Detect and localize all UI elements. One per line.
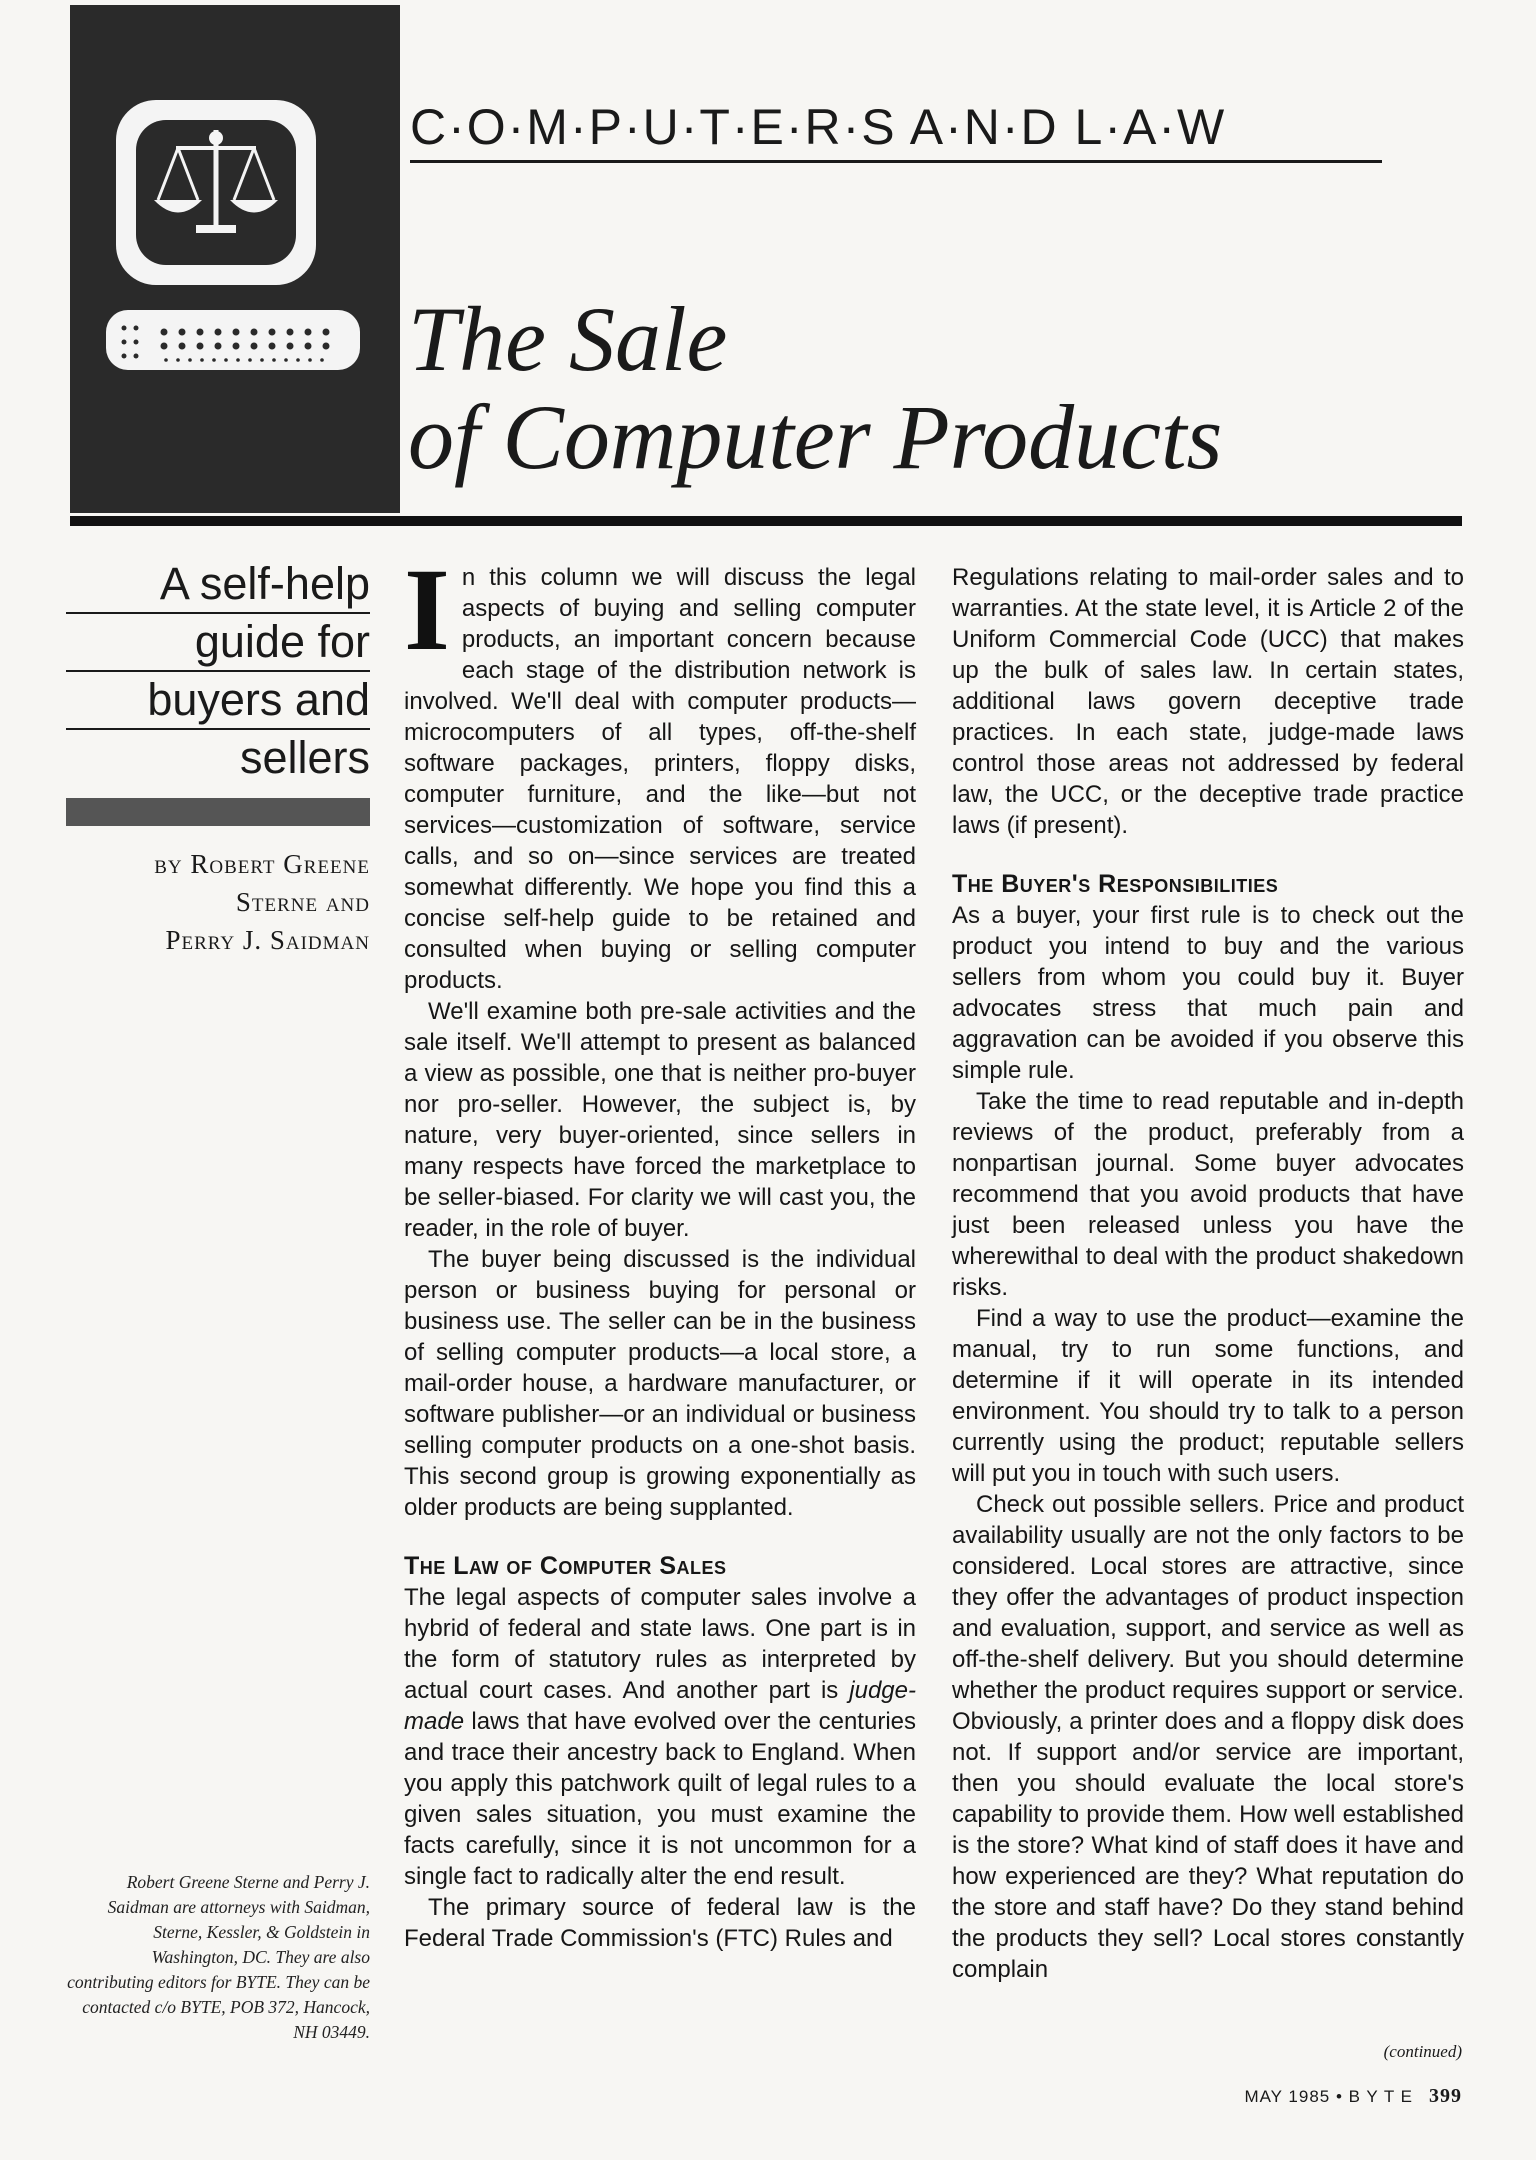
series-rule (410, 160, 1382, 163)
section-heading: The Law of Computer Sales (404, 1552, 727, 1580)
paragraph: As a buyer, your first rule is to check out the product you intend to buy and the various sellers from whom you could buy it. Buyer advocates stress that much pain and aggravation can be avoided if you observe this simple rule. (952, 902, 1464, 1084)
article-title-line-2: of Computer Products (408, 386, 1223, 488)
paragraph: Take the time to read reputable and in-depth reviews of the product, preferably from a nonpartisan journal. Some buyer advocates recommend that you avoid products that have just been released unless you have the wherewithal to deal with the product shakedown risks. (952, 1088, 1464, 1301)
section-heading: The Buyer's Responsibilities (952, 870, 1279, 898)
continued-note: (continued) (1383, 2042, 1462, 2061)
paragraph (404, 1582, 916, 1892)
article-column-1 (404, 544, 916, 1954)
paragraph (404, 544, 916, 996)
header-divider (70, 516, 1462, 526)
sidebar-divider (66, 798, 370, 826)
subtitle-line: buyers and (66, 672, 370, 730)
page-number: 399 (1429, 2085, 1462, 2107)
paragraph: The buyer being discussed is the individual person or business buying for personal or business use. The seller can be in the business of selling computer products—a local store, a mail-order house, a hardware manufacturer, or software publisher—or an individual or business selling computer products on a one-shot basis. This second group is growing exponentially as older products are being supplanted. (404, 1246, 916, 1521)
byline (66, 845, 370, 959)
drop-cap: I (404, 544, 450, 675)
author-bio: Robert Greene Sterne and Perry J. Saidman are attorneys with Saidman, Sterne, Kessler, & Goldstein in Washington, DC. They are also contributing editors for BYTE. They can be contacted c/o BYTE, POB 372, Hancock, NH 03449. (67, 1872, 370, 2042)
subtitle-line: guide for (66, 614, 370, 672)
paragraph-text: laws that have evolved over the centuries and trace their ancestry back to England. When you apply this patchwork quilt of legal rules to a given sales situation, you must examine the facts carefully, since it is not uncommon for a single fact to radically alter the end result. (404, 1708, 916, 1890)
emphasis: judge-made (404, 1677, 916, 1735)
byline-line: by Robert Greene (154, 849, 370, 879)
scales-of-justice-computer-icon (106, 100, 360, 385)
byline-line: Perry J. Saidman (165, 925, 370, 955)
paragraph-text: The legal aspects of computer sales involve a hybrid of federal and state laws. One part is in the form of statutory rules as interpreted by actual court cases. And another part is (404, 1584, 916, 1704)
subtitle-line: A self-help (66, 556, 370, 614)
article-title (408, 290, 1368, 486)
paragraph: We'll examine both pre-sale activities and the sale itself. We'll attempt to present as balanced a view as possible, one that is neither pro-buyer nor pro-seller. However, the subject is, by nature, very buyer-oriented, since sellers in many respects have forced the marketplace to be seller-biased. For clarity we will cast you, the reader, in the role of buyer. (404, 998, 916, 1242)
header-art-block (70, 5, 400, 513)
series-title: C·O·M·P·U·T·E·R·S A·N·D L·A·W (410, 99, 1227, 155)
paragraph: The primary source of federal law is the Federal Trade Commission's (FTC) Rules and (404, 1894, 916, 1952)
page-footer (1100, 2085, 1462, 2108)
byline-line: Sterne and (235, 887, 370, 917)
paragraph-text: n this column we will discuss the legal aspects of buying and selling computer products, an important concern because each stage of the distribution network is involved. We'll deal with computer products—microcomputers of all types, off-the-shelf software packages, printers, floppy disks, computer furniture, and the like—but not services—customization of software, service calls, and so on—since services are treated somewhat differently. We hope you find this a concise self-help guide to be retained and consulted when buying or selling computer products. (404, 564, 916, 994)
subtitle-line: sellers (239, 732, 370, 783)
paragraph: Regulations relating to mail-order sales and to warranties. At the state level, it is Article 2 of the Uniform Commercial Code (UCC) that makes up the bulk of sales law. In certain states, additional laws govern deceptive trade practices. In each state, judge-made laws control those areas not addressed by federal law, the UCC, or the deceptive trade practice laws (if present). (952, 564, 1464, 839)
issue-label: MAY 1985 • B Y T E (1244, 2087, 1413, 2106)
article-column-2 (952, 562, 1464, 1985)
article-title-line-1: The Sale (408, 288, 728, 390)
paragraph: Check out possible sellers. Price and product availability usually are not the only factors to be considered. Local stores are attractive, since they offer the advantages of product inspection and evaluation, support, and service as well as off-the-shelf delivery. But you should determine whether the product requires support or service. Obviously, a printer does and a floppy disk does not. If support and/or service are important, then you should evaluate the local store's capability to provide them. How well established is the store? What kind of staff does it have and how experienced are they? What reputation do the store and staff have? Do they stand behind the products they sell? Local stores constantly complain (952, 1491, 1464, 1983)
article-subtitle (66, 556, 370, 786)
paragraph: Find a way to use the product—examine the manual, try to run some functions, and determine if it will operate in its intended environment. You should try to talk to a person currently using the product; reputable sellers will put you in touch with such users. (952, 1305, 1464, 1487)
